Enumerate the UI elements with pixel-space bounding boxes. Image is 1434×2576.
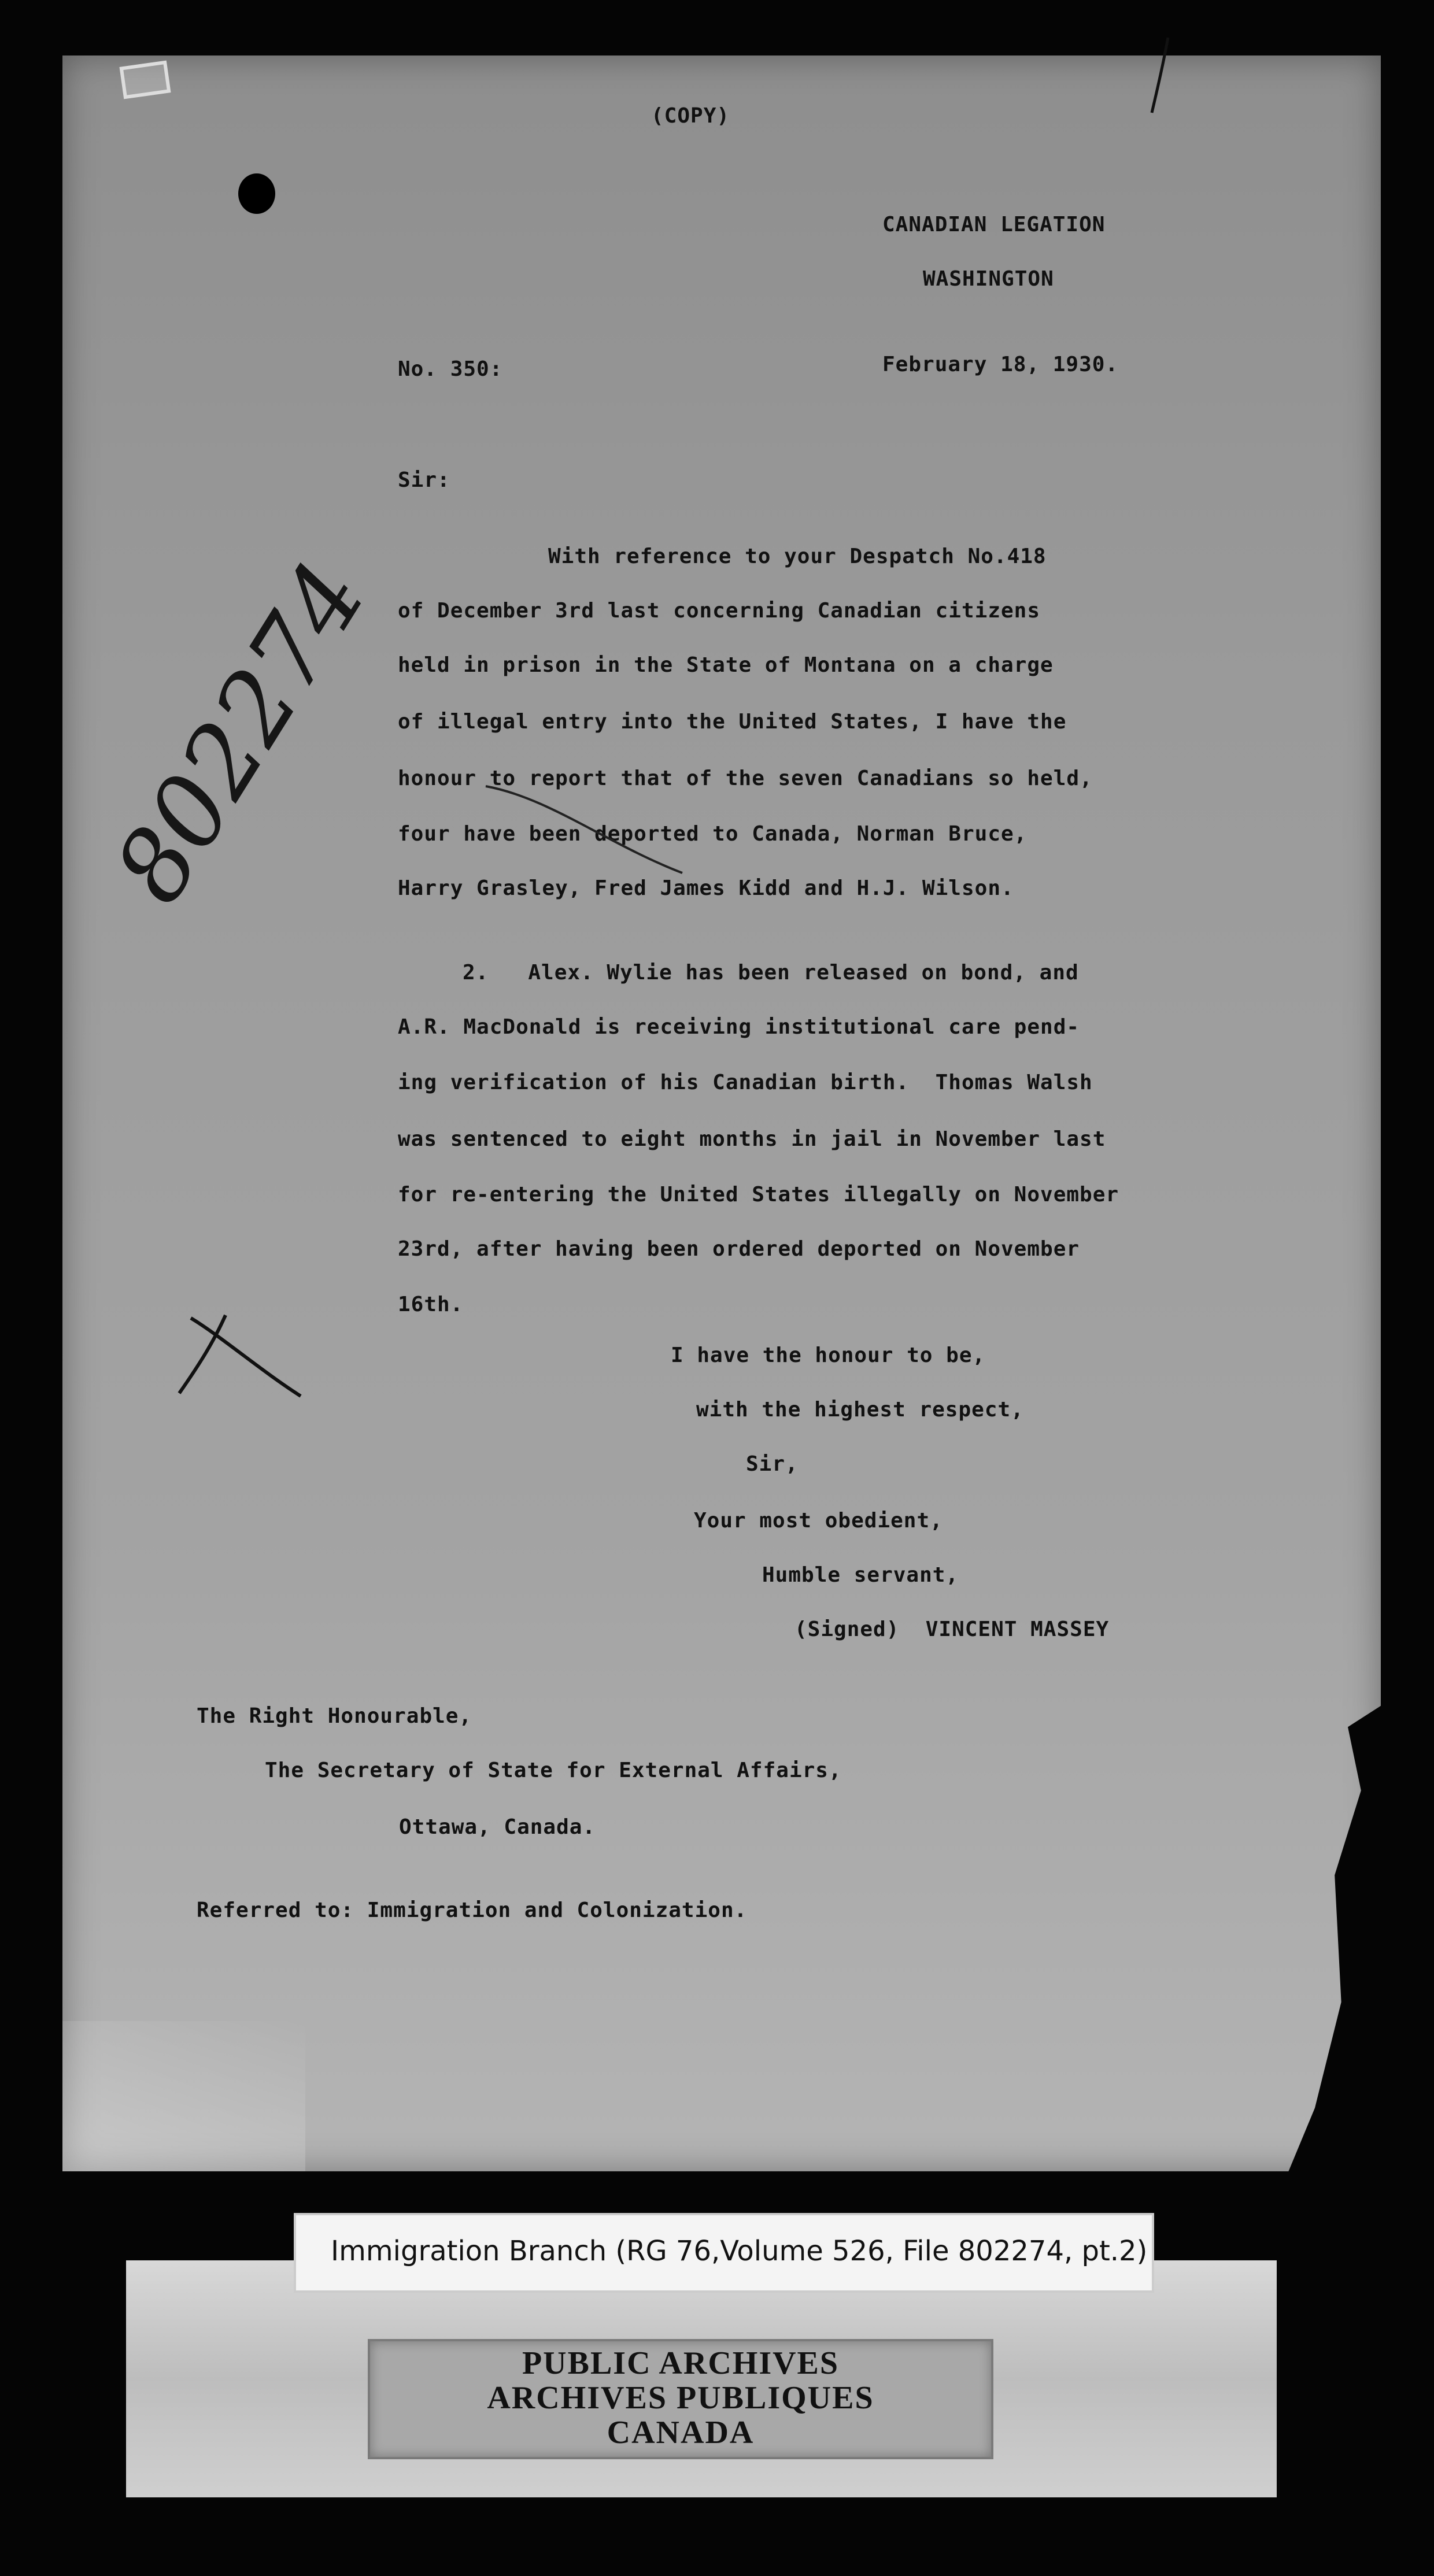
archive-reference-text: Immigration Branch (RG 76,Volume 526, File 802274, pt.2)	[331, 2235, 1148, 2267]
paragraph-1-line: With reference to your Despatch No.418	[548, 545, 1047, 568]
referral-note: Referred to: Immigration and Colonization.	[197, 1898, 748, 1922]
staple-mark	[120, 61, 171, 99]
handwritten-x-mark	[173, 1312, 306, 1399]
public-archives-stamp	[368, 2339, 993, 2459]
handwritten-file-number: 802274	[93, 543, 389, 922]
paragraph-2-line: A.R. MacDonald is receiving institutional care pend-	[398, 1015, 1080, 1039]
copy-marker: (COPY)	[651, 104, 730, 128]
paragraph-1-line: Harry Grasley, Fred James Kidd and H.J. Wilson.	[398, 876, 1014, 900]
closing-line: with the highest respect,	[696, 1398, 1024, 1422]
sender-line-1: CANADIAN LEGATION	[882, 213, 1106, 236]
addressee-line: The Secretary of State for External Affairs,	[265, 1759, 842, 1782]
closing-line: Sir,	[746, 1452, 799, 1476]
archive-reference-label	[294, 2213, 1154, 2293]
signature-line: (Signed) VINCENT MASSEY	[794, 1618, 1110, 1641]
paragraph-2-line: 23rd, after having been ordered deported on November	[398, 1237, 1080, 1261]
letter-sheet	[62, 55, 1381, 2171]
paragraph-1-line: held in prison in the State of Montana on a charge	[398, 653, 1054, 677]
sender-line-2: WASHINGTON	[923, 267, 1054, 291]
paragraph-2-line: 2. Alex. Wylie has been released on bond, and	[463, 961, 1079, 984]
paragraph-1-line: four have been deported to Canada, Norman Bruce,	[398, 822, 1028, 846]
paragraph-1-line: of illegal entry into the United States, I have the	[398, 710, 1067, 734]
letter-date: February 18, 1930.	[882, 353, 1119, 376]
punch-hole	[238, 173, 275, 214]
addressee-line: The Right Honourable,	[197, 1704, 472, 1728]
handwritten-tick-mark	[1145, 35, 1180, 116]
paragraph-2-line: for re-entering the United States illegally on November	[398, 1183, 1119, 1206]
stamp-line-1: PUBLIC ARCHIVES	[522, 2345, 840, 2381]
addressee-line: Ottawa, Canada.	[399, 1815, 596, 1839]
pencil-annotation-stroke	[480, 763, 688, 879]
closing-line: Your most obedient,	[694, 1509, 943, 1533]
paragraph-2-line: ing verification of his Canadian birth. Thomas Walsh	[398, 1071, 1093, 1094]
closing-line: I have the honour to be,	[671, 1343, 986, 1367]
paragraph-2-line: 16th.	[398, 1293, 464, 1316]
paragraph-1-line: honour to report that of the seven Canadians so held,	[398, 767, 1093, 790]
paragraph-2-line: was sentenced to eight months in jail in November last	[398, 1127, 1106, 1151]
paragraph-1-line: of December 3rd last concerning Canadian citizens	[398, 599, 1041, 623]
closing-line: Humble servant,	[762, 1563, 959, 1587]
stamp-line-2: ARCHIVES PUBLIQUES	[487, 2380, 874, 2416]
salutation: Sir:	[398, 468, 450, 492]
despatch-number: No. 350:	[398, 357, 503, 381]
stamp-line-3: CANADA	[607, 2415, 755, 2451]
